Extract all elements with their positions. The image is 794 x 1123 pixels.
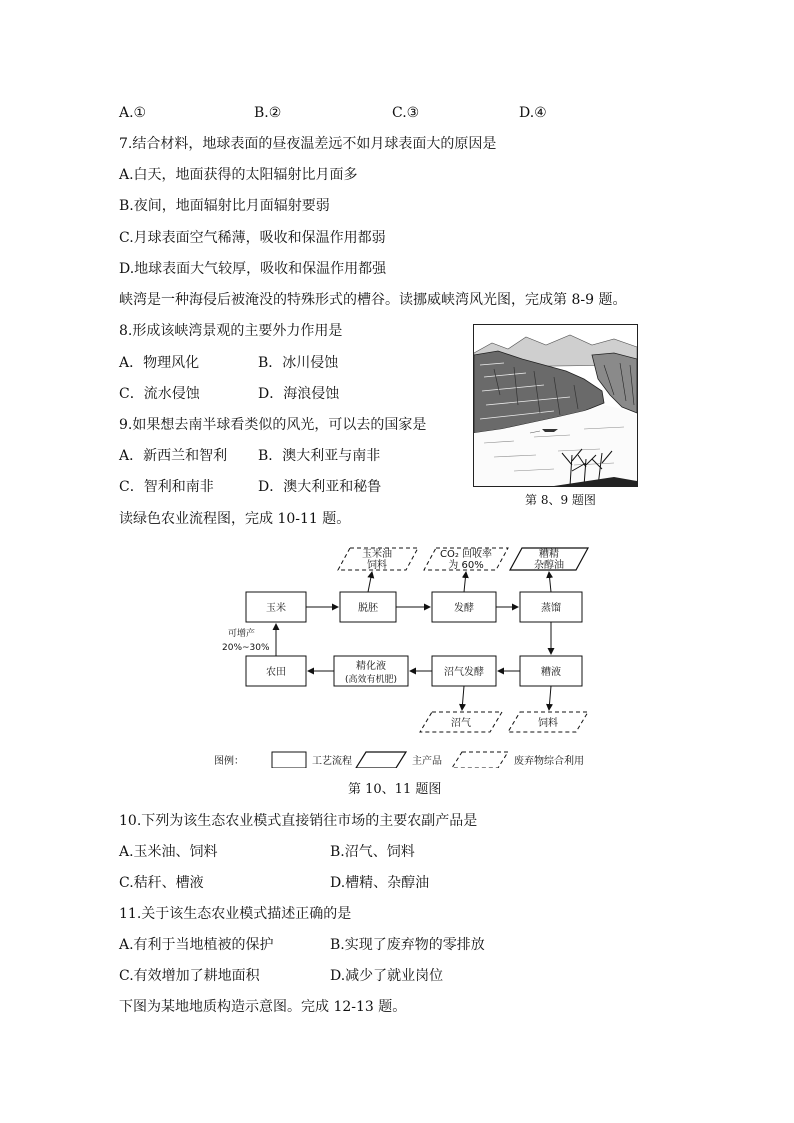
legend-waste-swatch bbox=[452, 752, 508, 768]
q9-option-c: C．智利和南非 bbox=[119, 479, 214, 495]
q11-option-b: B.实现了废弃物的零排放 bbox=[330, 937, 485, 953]
q10-option-d: D.槽精、杂醇油 bbox=[330, 875, 430, 891]
arrow-degerm-waste bbox=[368, 572, 372, 592]
product-fusel-label: 杂醇油 bbox=[534, 560, 564, 571]
arrow-distill-product bbox=[549, 572, 551, 592]
box-degerm-label: 脱胚 bbox=[358, 603, 378, 614]
legend-process-label: 工艺流程 bbox=[312, 756, 352, 767]
q10-option-b: B.沼气、饲料 bbox=[330, 844, 415, 860]
waste-co2-recovery bbox=[424, 547, 508, 571]
q7-option-c: C.月球表面空气稀薄，吸收和保温作用都弱 bbox=[119, 230, 386, 246]
intro-8-9: 峡湾是一种海侵后被淹没的特殊形式的槽谷。读挪威峡湾风光图，完成第 8-9 题。 bbox=[119, 292, 627, 308]
box-ferment bbox=[432, 592, 496, 622]
q11-option-d: D.减少了就业岗位 bbox=[330, 968, 444, 984]
q9-option-a: A．新西兰和智利 bbox=[119, 448, 228, 464]
waste-feed-top-label: 饲料 bbox=[367, 560, 387, 571]
legend-title: 图例： bbox=[214, 756, 244, 767]
waste-feed-bottom-label: 饲料 bbox=[538, 718, 558, 729]
box-vinasse-label: 糟液 bbox=[541, 667, 561, 678]
waste-biogas bbox=[420, 712, 502, 732]
product-sugar-label: 糟精 bbox=[539, 549, 559, 560]
box-biogas-ferment-label: 沼气发酵 bbox=[444, 667, 484, 678]
box-corn-label: 玉米 bbox=[266, 603, 286, 614]
legend-waste-label: 废弃物综合利用 bbox=[514, 756, 584, 767]
q6-option-a: A.① bbox=[119, 105, 147, 121]
fig-10-11-caption: 第 10、11 题图 bbox=[348, 782, 442, 797]
legend-process-swatch bbox=[272, 752, 306, 768]
product-sugar-fusel bbox=[510, 547, 588, 571]
q6-option-c: C.③ bbox=[392, 105, 420, 121]
q7-option-a: A.白天，地面获得的太阳辐射比月面多 bbox=[119, 167, 358, 183]
waste-corn-oil-feed bbox=[338, 547, 418, 571]
box-liquid-sub-label: (高效有机肥) bbox=[344, 675, 398, 685]
box-distill-label: 蒸馏 bbox=[541, 603, 561, 614]
box-liquid bbox=[334, 656, 408, 686]
waste-co2-label: CO₂ 回收率 bbox=[439, 549, 493, 560]
fjord-drawing bbox=[474, 325, 637, 486]
intro-10-11: 读绿色农业流程图，完成 10-11 题。 bbox=[119, 511, 351, 527]
legend-product-swatch bbox=[356, 752, 406, 768]
q7-option-b: B.夜间，地面辐射比月面辐射要弱 bbox=[119, 198, 330, 214]
q8-option-b: B．冰川侵蚀 bbox=[258, 355, 339, 371]
box-ferment-label: 发酵 bbox=[454, 603, 474, 614]
box-liquid-label: 精化液 bbox=[356, 661, 386, 672]
green-agriculture-flowchart bbox=[210, 540, 610, 768]
box-farmland-label: 农田 bbox=[266, 667, 286, 678]
waste-corn-oil-label: 玉米油 bbox=[362, 549, 392, 560]
fig-8-9-caption: 第 8、9 题图 bbox=[525, 493, 596, 507]
box-distill bbox=[520, 592, 582, 622]
q11-stem: 11.关于该生态农业模式描述正确的是 bbox=[119, 906, 352, 922]
q8-option-d: D．海浪侵蚀 bbox=[258, 386, 340, 402]
q10-option-c: C.秸秆、槽液 bbox=[119, 875, 204, 891]
box-farmland bbox=[246, 656, 306, 686]
fjord-illustration bbox=[473, 324, 638, 487]
q8-option-a: A．物理风化 bbox=[119, 355, 200, 371]
box-degerm bbox=[340, 592, 396, 622]
waste-biogas-label: 沼气 bbox=[451, 718, 471, 729]
q9-stem: 9.如果想去南半球看类似的风光，可以去的国家是 bbox=[119, 417, 427, 433]
q9-option-b: B．澳大利亚与南非 bbox=[258, 448, 381, 464]
q10-stem: 10.下列为该生态农业模式直接销往市场的主要农副产品是 bbox=[119, 813, 478, 829]
q6-option-d: D.④ bbox=[519, 105, 547, 121]
yield-label: 可增产 bbox=[228, 629, 256, 639]
q7-stem: 7.结合材料，地球表面的昼夜温差远不如月球表面大的原因是 bbox=[119, 136, 497, 152]
arrow-biogas-waste bbox=[462, 686, 464, 710]
arrow-ferment-co2 bbox=[464, 572, 466, 592]
box-vinasse bbox=[520, 656, 582, 686]
q8-stem: 8.形成该峡湾景观的主要外力作用是 bbox=[119, 323, 343, 339]
q11-option-a: A.有利于当地植被的保护 bbox=[119, 937, 274, 953]
box-biogas-ferment bbox=[432, 656, 496, 686]
waste-co2-rate-label: 为 60% bbox=[448, 560, 484, 571]
q8-option-c: C．流水侵蚀 bbox=[119, 386, 200, 402]
yield-value: 20%~30% bbox=[222, 643, 270, 653]
q9-option-d: D．澳大利亚和秘鲁 bbox=[258, 479, 382, 495]
intro-12-13: 下图为某地地质构造示意图。完成 12-13 题。 bbox=[119, 999, 407, 1015]
q7-option-d: D.地球表面大气较厚，吸收和保温作用都强 bbox=[119, 261, 387, 277]
q6-option-b: B.② bbox=[254, 105, 282, 121]
box-corn bbox=[246, 592, 306, 622]
q11-option-c: C.有效增加了耕地面积 bbox=[119, 968, 260, 984]
arrow-vinasse-feed bbox=[549, 686, 551, 710]
waste-feed-bottom bbox=[508, 712, 588, 732]
q10-option-a: A.玉米油、饲料 bbox=[119, 844, 218, 860]
legend-product-label: 主产品 bbox=[412, 756, 442, 767]
